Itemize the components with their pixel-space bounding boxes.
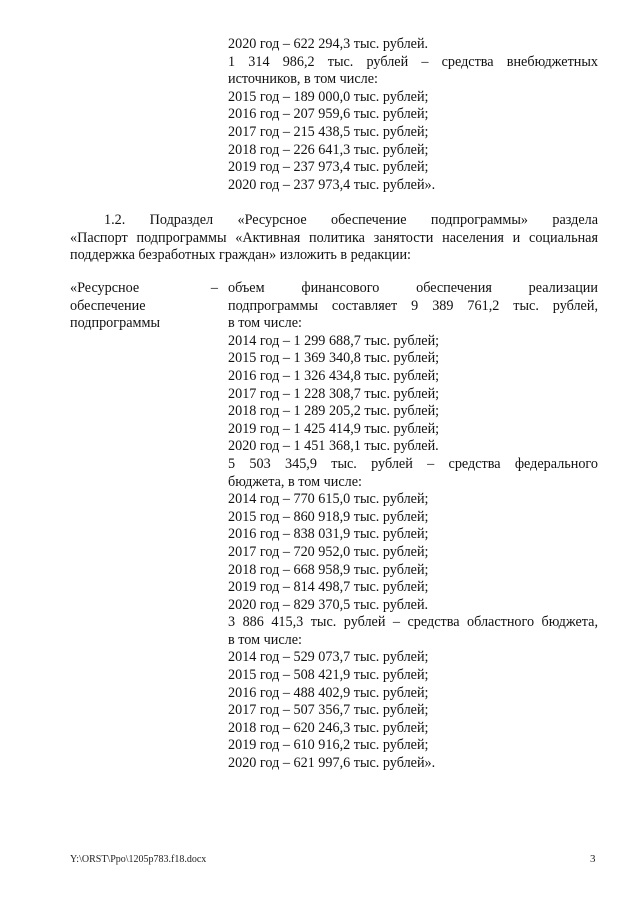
amendment-paragraph bbox=[70, 212, 598, 265]
text-line: 2019 год – 610 916,2 тыс. рублей; bbox=[228, 737, 429, 754]
text-line: 2014 год – 529 073,7 тыс. рублей; bbox=[228, 649, 429, 666]
text-line: 2016 год – 1 326 434,8 тыс. рублей; bbox=[228, 367, 440, 384]
text-line: 2018 год – 620 246,3 тыс. рублей; bbox=[228, 719, 429, 736]
text-line: 2018 год – 668 958,9 тыс. рублей; bbox=[228, 561, 429, 578]
section-label bbox=[70, 280, 218, 333]
text-line: 2014 год – 770 615,0 тыс. рублей; bbox=[228, 491, 429, 508]
text-line: 2015 год – 1 369 340,8 тыс. рублей; bbox=[228, 350, 440, 367]
funding-main-block bbox=[228, 280, 598, 773]
text-line: 2015 год – 508 421,9 тыс. рублей; bbox=[228, 667, 429, 684]
text-line: 2014 год – 1 299 688,7 тыс. рублей; bbox=[228, 332, 440, 349]
text-line: 2017 год – 1 228 308,7 тыс. рублей; bbox=[228, 385, 440, 402]
funding-continuation-block bbox=[228, 36, 598, 194]
label-word: «Ресурсное bbox=[70, 280, 140, 296]
text-line: подпрограммы составляет 9 389 761,2 тыс. рублей, bbox=[228, 297, 598, 314]
text-line: 2015 год – 189 000,0 тыс. рублей; bbox=[228, 88, 429, 105]
text-line: «Паспорт подпрограммы «Активная политика занятости населения и социальная bbox=[70, 229, 598, 246]
text-line: 2019 год – 814 498,7 тыс. рублей; bbox=[228, 579, 429, 596]
text-line: 2020 год – 621 997,6 тыс. рублей». bbox=[228, 755, 436, 772]
text-line: 2017 год – 507 356,7 тыс. рублей; bbox=[228, 702, 429, 719]
text-line: 2018 год – 226 641,3 тыс. рублей; bbox=[228, 141, 429, 158]
text-line: 2020 год – 1 451 368,1 тыс. рублей. bbox=[228, 438, 439, 455]
text-line: поддержка безработных граждан» изложить в редакции: bbox=[70, 247, 411, 264]
text-line: 2016 год – 207 959,6 тыс. рублей; bbox=[228, 106, 429, 123]
text-line: 2017 год – 215 438,5 тыс. рублей; bbox=[228, 123, 429, 140]
text-line: 2016 год – 488 402,9 тыс. рублей; bbox=[228, 684, 429, 701]
text-line: 1.2. Подраздел «Ресурсное обеспечение подпрограммы» раздела bbox=[104, 212, 598, 228]
page-number: 3 bbox=[590, 853, 596, 865]
text-line: 1 314 986,2 тыс. рублей – средства внебюджетных bbox=[228, 53, 598, 70]
text-line: объем финансового обеспечения реализации bbox=[228, 280, 598, 296]
text-line: 2015 год – 860 918,9 тыс. рублей; bbox=[228, 508, 429, 525]
text-line: 5 503 345,9 тыс. рублей – средства федерального bbox=[228, 455, 598, 472]
text-line: 2020 год – 622 294,3 тыс. рублей. bbox=[228, 36, 429, 52]
label-word: обеспечение bbox=[70, 297, 146, 314]
text-line: 2019 год – 1 425 414,9 тыс. рублей; bbox=[228, 420, 440, 437]
text-line: в том числе: bbox=[228, 631, 302, 648]
label-dash: – bbox=[210, 280, 218, 296]
text-line: 2020 год – 237 973,4 тыс. рублей». bbox=[228, 176, 436, 193]
text-line: 2016 год – 838 031,9 тыс. рублей; bbox=[228, 526, 429, 543]
text-line: 2020 год – 829 370,5 тыс. рублей. bbox=[228, 596, 429, 613]
text-line: источников, в том числе: bbox=[228, 71, 378, 88]
label-word: подпрограммы bbox=[70, 315, 160, 332]
text-line: 3 886 415,3 тыс. рублей – средства областного бюджета, bbox=[228, 614, 598, 631]
text-line: 2017 год – 720 952,0 тыс. рублей; bbox=[228, 543, 429, 560]
text-line: в том числе: bbox=[228, 315, 302, 332]
footer-file-path: Y:\ORST\Ppo\1205p783.f18.docx bbox=[70, 854, 207, 865]
text-line: 2019 год – 237 973,4 тыс. рублей; bbox=[228, 159, 429, 176]
text-line: 2018 год – 1 289 205,2 тыс. рублей; bbox=[228, 403, 440, 420]
text-line: бюджета, в том числе: bbox=[228, 473, 362, 490]
